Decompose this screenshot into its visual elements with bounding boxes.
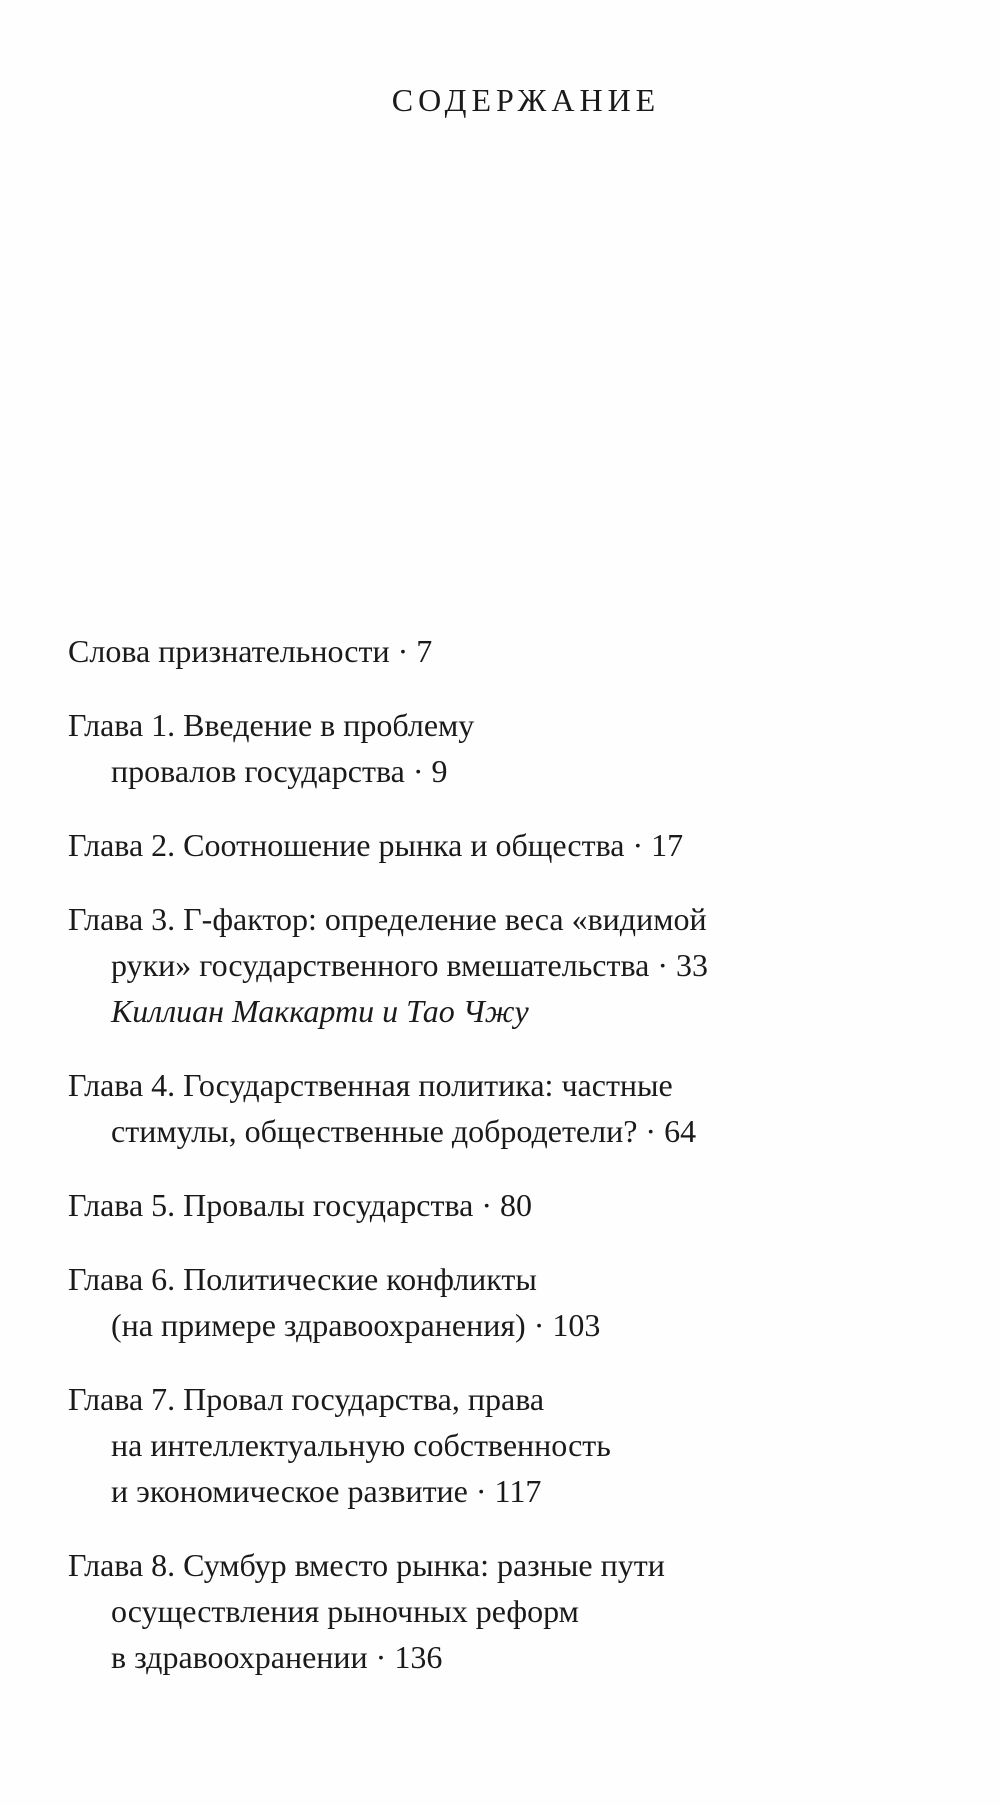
toc-entry-chapter-8 [68, 1542, 948, 1680]
toc-entry-chapter-1 [68, 702, 948, 794]
toc-line: Глава 3. Г-фактор: определение веса «видимой [68, 901, 707, 937]
toc-line: (на примере здравоохранения) · 103 [111, 1307, 601, 1343]
toc-line: Глава 8. Сумбур вместо рынка: разные пути [68, 1547, 665, 1583]
toc-line: в здравоохранении · 136 [111, 1639, 443, 1675]
toc-line: руки» государственного вмешательства · 33 [111, 947, 709, 983]
toc-entry-chapter-6 [68, 1256, 948, 1348]
toc-heading: СОДЕРЖАНИЕ [391, 82, 661, 118]
toc-line: на интеллектуальную собственность [111, 1427, 611, 1463]
toc-list [68, 628, 948, 1708]
toc-line: провалов государства · 9 [111, 753, 448, 789]
toc-entry-acknowledgements [68, 628, 948, 674]
toc-entry-chapter-3 [68, 896, 948, 1034]
toc-line: стимулы, общественные добродетели? · 64 [111, 1113, 697, 1149]
toc-line: Глава 2. Соотношение рынка и общества · 17 [68, 827, 684, 863]
toc-line: Глава 4. Государственная политика: частные [68, 1067, 673, 1103]
toc-entry-chapter-2 [68, 822, 948, 868]
toc-line: Глава 7. Провал государства, права [68, 1381, 545, 1417]
toc-line: и экономическое развитие · 117 [111, 1473, 542, 1509]
toc-line: Глава 5. Провалы государства · 80 [68, 1187, 533, 1223]
toc-line: Слова признательности · 7 [68, 633, 433, 669]
toc-line: осуществления рыночных реформ [111, 1593, 579, 1629]
toc-line: Глава 6. Политические конфликты [68, 1261, 537, 1297]
toc-entry-chapter-4 [68, 1062, 948, 1154]
toc-line: Глава 1. Введение в проблему [68, 707, 475, 743]
toc-entry-chapter-5 [68, 1182, 948, 1228]
toc-entry-chapter-7 [68, 1376, 948, 1514]
toc-chapter-author: Киллиан Маккарти и Тао Чжу [111, 993, 529, 1029]
